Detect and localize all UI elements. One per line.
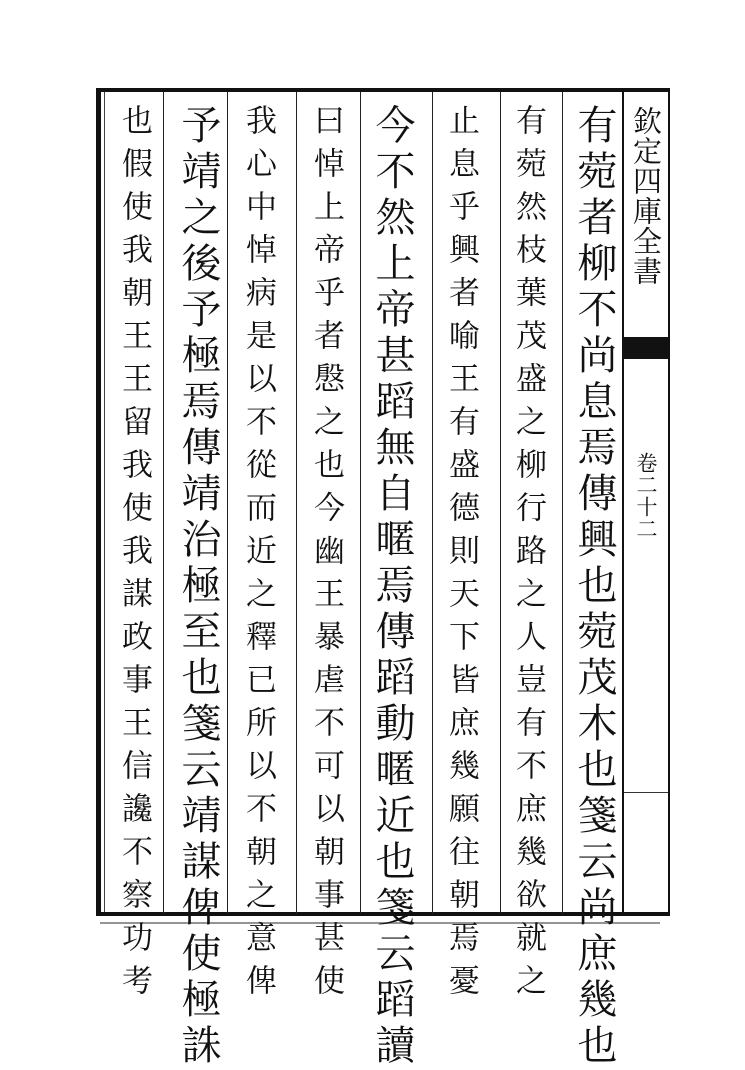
text-column-7: 予靖之後予極焉傳靖治極至也箋云靖謀俾使極誅 xyxy=(175,104,221,1070)
column-rule xyxy=(163,92,164,914)
frame-top-border xyxy=(100,88,670,92)
banxin-tick-line xyxy=(624,792,668,793)
text-column-2: 有菀然枝葉茂盛之柳行路之人豈有不庶幾欲就之 xyxy=(510,104,546,1007)
banxin-left-line xyxy=(622,92,624,914)
fishtail-mark xyxy=(622,337,670,359)
column-rule xyxy=(500,92,501,914)
text-column-6: 我心中悼病是以不從而近之釋已所以不朝之意俾 xyxy=(240,104,276,1007)
banxin-strip xyxy=(622,92,670,914)
column-rule xyxy=(296,92,297,914)
column-rule xyxy=(562,92,563,914)
column-rule xyxy=(432,92,433,914)
frame-left-inner-border xyxy=(104,92,105,912)
text-column-8: 也假使我朝王王留我使我謀政事王信讒不察功考 xyxy=(116,104,152,1007)
banxin-book-title: 欽定四庫全書 xyxy=(629,106,663,286)
text-column-1: 有菀者柳不尚息焉傳興也菀茂木也箋云尚庶幾也 xyxy=(571,104,617,1070)
banxin-right-line xyxy=(668,92,670,914)
text-column-5: 曰悼上帝乎者慇之也今幽王暴虐不可以朝事甚使 xyxy=(308,104,344,1007)
banxin-volume-label: 卷二十二 xyxy=(634,452,658,540)
text-column-3: 止息乎興者喻王有盛德則天下皆庶幾願往朝焉憂 xyxy=(443,104,479,1007)
frame-left-border xyxy=(96,88,101,916)
text-column-4: 今不然上帝甚蹈無自暱焉傳蹈動暱近也箋云蹈讀 xyxy=(369,104,415,1070)
column-rule xyxy=(227,92,228,914)
column-rule xyxy=(360,92,361,914)
